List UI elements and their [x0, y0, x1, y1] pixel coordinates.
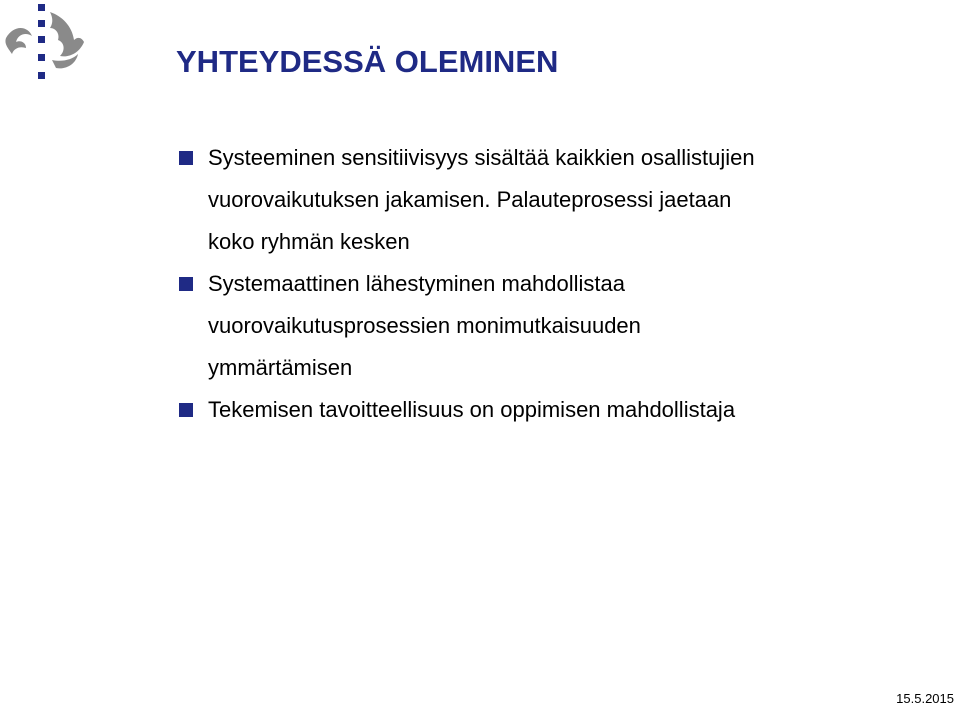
bullet-line: vuorovaikutuksen jakamisen. Palauteprosessi jaetaan: [208, 187, 732, 212]
slide-date: 15.5.2015: [896, 691, 954, 706]
bullet-line: Systeeminen sensitiivisyys sisältää kaikkien osallistujien: [208, 145, 755, 170]
bullet-list: [176, 137, 916, 431]
square-bullet-icon: [179, 403, 193, 417]
bullet-line: Systemaattinen lähestyminen mahdollistaa: [208, 271, 626, 296]
bullet-item: [176, 389, 916, 431]
bullet-line: vuorovaikutusprosessien monimutkaisuuden: [208, 313, 641, 338]
bullet-line: koko ryhmän kesken: [208, 229, 410, 254]
bullet-item: [176, 263, 916, 389]
square-bullet-icon: [179, 277, 193, 291]
bullet-line: Tekemisen tavoitteellisuus on oppimisen mahdollistaja: [208, 397, 736, 422]
slide-title: YHTEYDESSÄ OLEMINEN: [176, 44, 559, 79]
bullet-line: ymmärtämisen: [208, 355, 353, 380]
university-flame-logo-icon: [2, 2, 88, 86]
bullet-item: [176, 137, 916, 263]
square-bullet-icon: [179, 151, 193, 165]
